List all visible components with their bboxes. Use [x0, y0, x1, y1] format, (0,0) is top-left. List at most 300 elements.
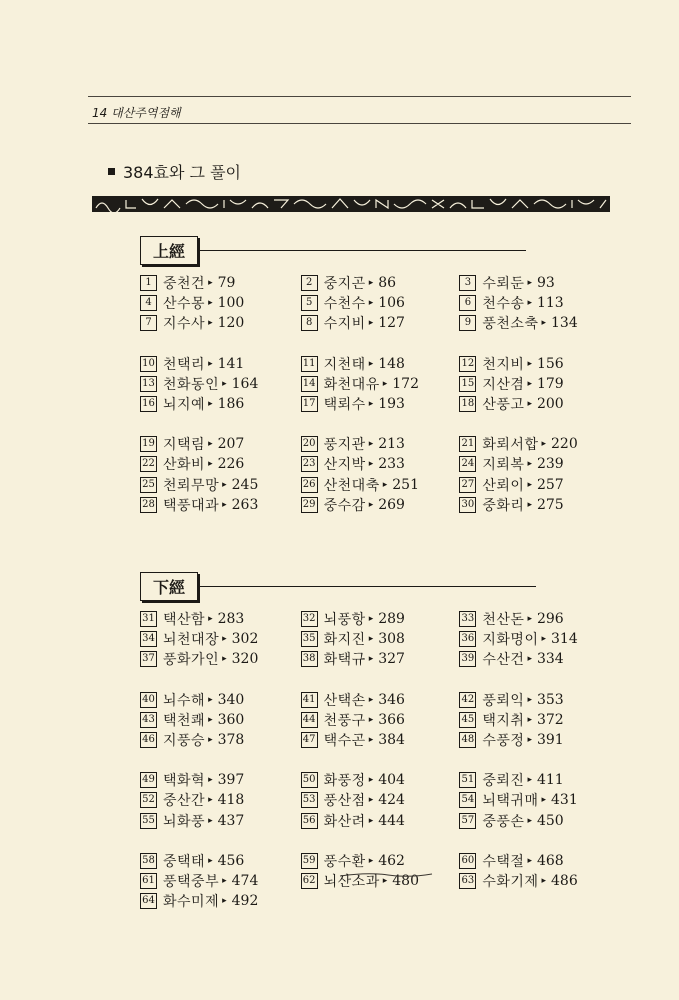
page-number: 100	[217, 295, 245, 312]
index-row	[140, 649, 620, 669]
hexagram-entry	[140, 293, 301, 313]
hexagram-entry	[301, 374, 460, 394]
hexagram-name: 뇌천대장	[163, 632, 220, 649]
pointer-triangle-icon: ▸	[527, 298, 532, 309]
index-row	[140, 811, 620, 831]
page-number: 251	[392, 476, 419, 493]
pointer-triangle-icon: ▸	[368, 855, 374, 866]
page-number: 233	[378, 456, 405, 473]
hexagram-number-box: 13	[140, 376, 157, 392]
upper-heading-rule	[200, 250, 526, 251]
hexagram-name: 풍수환	[323, 853, 366, 870]
hexagram-name: 지화명이	[482, 632, 539, 649]
hexagram-name: 택지취	[482, 712, 525, 729]
pointer-triangle-icon: ▸	[527, 714, 532, 725]
hexagram-number-box: 56	[301, 813, 318, 829]
hexagram-name: 뇌수해	[163, 692, 206, 709]
hexagram-entry	[140, 313, 301, 333]
hexagram-number-box: 50	[301, 772, 318, 788]
page-number: 456	[217, 852, 245, 869]
hexagram-entry	[140, 374, 301, 394]
hexagram-entry	[301, 629, 460, 649]
pointer-triangle-icon: ▸	[527, 459, 532, 470]
hexagram-number-box: 15	[459, 376, 476, 392]
header-rule	[88, 123, 631, 124]
pointer-triangle-icon: ▸	[368, 795, 374, 806]
page-number: 193	[378, 396, 405, 413]
hexagram-number-box: 8	[301, 315, 318, 331]
page-number: 424	[378, 792, 405, 809]
hexagram-name: 화천대유	[323, 376, 380, 393]
page-number: 302	[231, 631, 259, 648]
hexagram-entry	[140, 871, 301, 891]
pointer-triangle-icon: ▸	[368, 278, 374, 289]
hexagram-name: 천풍구	[323, 712, 366, 729]
index-row	[140, 454, 620, 474]
hexagram-entry	[459, 730, 620, 750]
pointer-triangle-icon: ▸	[208, 358, 213, 369]
group-spacer	[140, 334, 620, 354]
hexagram-name: 수화기제	[482, 873, 539, 890]
hexagram-entry	[459, 434, 620, 454]
pointer-triangle-icon: ▸	[527, 614, 532, 625]
page-number: 289	[378, 611, 405, 628]
hexagram-entry	[140, 495, 301, 515]
pointer-triangle-icon: ▸	[541, 439, 547, 450]
hexagram-entry	[459, 313, 620, 333]
hexagram-number-box: 44	[301, 712, 318, 728]
hexagram-name: 천택리	[163, 356, 206, 373]
hexagram-entry	[459, 690, 620, 710]
hexagram-number-box: 20	[301, 436, 318, 452]
index-row	[140, 434, 620, 454]
hexagram-name: 화뢰서합	[482, 437, 539, 454]
pointer-triangle-icon: ▸	[222, 654, 227, 665]
hexagram-entry	[459, 374, 620, 394]
hexagram-name: 뇌산소과	[323, 873, 380, 890]
hexagram-number-box: 1	[140, 275, 157, 291]
page-number: 340	[217, 691, 245, 708]
group-spacer	[140, 670, 620, 690]
hexagram-entry	[459, 273, 620, 293]
index-row	[140, 770, 620, 790]
hexagram-name: 화수미제	[163, 894, 220, 911]
hexagram-entry	[301, 730, 460, 750]
hexagram-number-box: 22	[140, 456, 157, 472]
hexagram-number-box: 54	[459, 792, 476, 808]
index-row	[140, 891, 620, 911]
hexagram-number-box: 57	[459, 813, 476, 829]
hexagram-number-box: 33	[459, 611, 476, 627]
page-number: 207	[217, 436, 245, 453]
index-row	[140, 354, 620, 374]
hexagram-name: 풍산점	[323, 793, 366, 810]
section-title: 384효와 그 풀이	[123, 163, 241, 182]
hexagram-number-box: 12	[459, 356, 476, 372]
pointer-triangle-icon: ▸	[368, 439, 374, 450]
index-row	[140, 374, 620, 394]
page-number: 468	[536, 852, 564, 869]
page-number: 106	[378, 295, 405, 312]
hexagram-entry	[459, 710, 620, 730]
hexagram-number-box: 10	[140, 356, 157, 372]
pointer-triangle-icon: ▸	[222, 378, 227, 389]
hexagram-name: 지뢰복	[482, 457, 525, 474]
hexagram-number-box: 43	[140, 712, 157, 728]
page-number: 308	[378, 631, 405, 648]
pointer-triangle-icon: ▸	[382, 875, 388, 886]
hexagram-entry	[459, 293, 620, 313]
index-row	[140, 313, 620, 333]
page-number: 156	[536, 355, 564, 372]
hexagram-entry	[459, 454, 620, 474]
index-row	[140, 609, 620, 629]
lower-hexagram-index	[140, 609, 620, 911]
hexagram-entry	[459, 609, 620, 629]
hexagram-number-box: 16	[140, 396, 157, 412]
hexagram-name: 산천대축	[323, 477, 380, 494]
hexagram-number-box: 46	[140, 732, 157, 748]
pointer-triangle-icon: ▸	[527, 358, 532, 369]
page-number: 444	[378, 812, 405, 829]
hexagram-name: 택천쾌	[163, 712, 206, 729]
pointer-triangle-icon: ▸	[368, 634, 374, 645]
hexagram-number-box: 52	[140, 792, 157, 808]
group-spacer	[140, 750, 620, 770]
page-number: 372	[536, 711, 564, 728]
hexagram-number-box: 62	[301, 873, 318, 889]
hexagram-number-box: 60	[459, 853, 476, 869]
page-number: 296	[536, 611, 564, 628]
upper-classic-label: 上經	[140, 236, 198, 265]
hexagram-name: 중풍손	[482, 813, 525, 830]
hexagram-name: 풍택중부	[163, 873, 220, 890]
hexagram-name: 풍화가인	[163, 652, 220, 669]
hexagram-number-box: 21	[459, 436, 476, 452]
pointer-triangle-icon: ▸	[208, 735, 213, 746]
pointer-triangle-icon: ▸	[208, 439, 213, 450]
hexagram-entry	[140, 649, 301, 669]
hexagram-name: 중산간	[163, 793, 206, 810]
hexagram-number-box: 48	[459, 732, 476, 748]
page-number: 200	[536, 396, 564, 413]
hexagram-entry	[140, 710, 301, 730]
pointer-triangle-icon: ▸	[208, 614, 213, 625]
page-number: 327	[378, 651, 405, 668]
hexagram-name: 천산돈	[482, 612, 525, 629]
pointer-triangle-icon: ▸	[368, 298, 374, 309]
index-row	[140, 730, 620, 750]
hexagram-entry	[301, 354, 460, 374]
page-number: 366	[378, 711, 405, 728]
hexagram-number-box: 45	[459, 712, 476, 728]
hexagram-number-box: 3	[459, 275, 476, 291]
pointer-triangle-icon: ▸	[208, 298, 213, 309]
pointer-triangle-icon: ▸	[208, 459, 213, 470]
hexagram-entry	[459, 354, 620, 374]
hexagram-entry	[459, 871, 620, 891]
page-number: 186	[217, 396, 245, 413]
hexagram-number-box: 27	[459, 477, 476, 493]
hexagram-entry	[301, 495, 460, 515]
pointer-triangle-icon: ▸	[527, 694, 532, 705]
pointer-triangle-icon: ▸	[208, 318, 213, 329]
pointer-triangle-icon: ▸	[368, 714, 374, 725]
index-row	[140, 475, 620, 495]
pointer-triangle-icon: ▸	[527, 855, 532, 866]
hexagram-name: 지수사	[163, 316, 206, 333]
hexagram-entry	[301, 649, 460, 669]
index-row	[140, 394, 620, 414]
hexagram-entry	[140, 629, 301, 649]
lower-classic-label: 下經	[140, 572, 198, 601]
page-number: 263	[231, 496, 259, 513]
hexagram-name: 택산함	[163, 612, 206, 629]
pointer-triangle-icon: ▸	[382, 479, 388, 490]
hexagram-number-box: 19	[140, 436, 157, 452]
hexagram-number-box: 35	[301, 631, 318, 647]
hexagram-entry	[301, 273, 460, 293]
pointer-triangle-icon: ▸	[527, 654, 532, 665]
page-number: 120	[217, 315, 245, 332]
hexagram-number-box: 23	[301, 456, 318, 472]
page-number: 431	[551, 792, 578, 809]
hexagram-name: 산뢰이	[482, 477, 525, 494]
page-number: 450	[536, 812, 564, 829]
hexagram-name: 산택손	[323, 692, 366, 709]
hexagram-number-box: 42	[459, 692, 476, 708]
hexagram-entry	[301, 790, 460, 810]
hexagram-name: 뇌화풍	[163, 813, 206, 830]
hexagram-name: 택풍대과	[163, 497, 220, 514]
pointer-triangle-icon: ▸	[208, 694, 213, 705]
index-row	[140, 273, 620, 293]
page-number: 275	[536, 496, 564, 513]
hexagram-entry	[140, 790, 301, 810]
index-row	[140, 629, 620, 649]
pointer-triangle-icon: ▸	[208, 714, 213, 725]
pointer-triangle-icon: ▸	[222, 896, 227, 907]
hexagram-name: 중택태	[163, 853, 206, 870]
page-number: 462	[378, 852, 405, 869]
hexagram-name: 천지비	[482, 356, 525, 373]
index-row	[140, 495, 620, 515]
decorative-seal-script-band	[92, 196, 610, 212]
hexagram-entry	[459, 629, 620, 649]
page-number: 360	[217, 711, 245, 728]
hexagram-entry	[140, 851, 301, 871]
page-number: 141	[217, 355, 245, 372]
pointer-triangle-icon: ▸	[208, 775, 213, 786]
page-number: 172	[392, 375, 419, 392]
top-rule	[88, 96, 631, 97]
square-bullet-icon	[108, 168, 115, 175]
hexagram-name: 지풍승	[163, 733, 206, 750]
pointer-triangle-icon: ▸	[368, 614, 374, 625]
page-number: 213	[378, 436, 405, 453]
page-number: 334	[536, 651, 564, 668]
pointer-triangle-icon: ▸	[368, 358, 374, 369]
pointer-triangle-icon: ▸	[368, 654, 374, 665]
hexagram-number-box: 9	[459, 315, 476, 331]
pointer-triangle-icon: ▸	[208, 278, 213, 289]
hexagram-entry	[140, 770, 301, 790]
hexagram-entry	[140, 454, 301, 474]
page-number: 127	[378, 315, 405, 332]
hexagram-name: 중지곤	[323, 276, 366, 293]
hexagram-number-box: 31	[140, 611, 157, 627]
page-number: 283	[217, 611, 245, 628]
hexagram-name: 천뢰무망	[163, 477, 220, 494]
hexagram-entry	[459, 770, 620, 790]
lower-heading-rule	[200, 586, 536, 587]
hexagram-entry	[140, 354, 301, 374]
hexagram-name: 지산겸	[482, 376, 525, 393]
hexagram-number-box: 7	[140, 315, 157, 331]
pointer-triangle-icon: ▸	[382, 378, 388, 389]
hexagram-entry	[301, 394, 460, 414]
hexagram-entry	[140, 811, 301, 831]
hexagram-name: 중화리	[482, 497, 525, 514]
page-number: 378	[217, 732, 245, 749]
hexagram-name: 수택절	[482, 853, 525, 870]
hexagram-name: 지천태	[323, 356, 366, 373]
index-row	[140, 293, 620, 313]
hexagram-number-box: 32	[301, 611, 318, 627]
pointer-triangle-icon: ▸	[368, 499, 374, 510]
hexagram-entry	[459, 790, 620, 810]
hexagram-entry	[459, 394, 620, 414]
page-number: 226	[217, 456, 245, 473]
hexagram-entry	[301, 710, 460, 730]
page-number: 93	[536, 275, 555, 292]
pointer-triangle-icon: ▸	[368, 459, 374, 470]
hexagram-number-box: 36	[459, 631, 476, 647]
hexagram-name: 뇌택귀매	[482, 793, 539, 810]
hexagram-name: 수천수	[323, 296, 366, 313]
index-row	[140, 851, 620, 871]
page-number: 164	[231, 375, 259, 392]
hexagram-name: 산수몽	[163, 296, 206, 313]
hexagram-number-box: 49	[140, 772, 157, 788]
hexagram-name: 천수송	[482, 296, 525, 313]
pointer-triangle-icon: ▸	[527, 815, 532, 826]
upper-classic-heading	[140, 236, 526, 265]
pointer-triangle-icon: ▸	[222, 875, 227, 886]
pointer-triangle-icon: ▸	[527, 499, 532, 510]
hexagram-entry	[140, 475, 301, 495]
page-number: 320	[231, 651, 259, 668]
hexagram-number-box: 26	[301, 477, 318, 493]
group-spacer	[140, 831, 620, 851]
pointer-triangle-icon: ▸	[222, 499, 227, 510]
hexagram-number-box: 2	[301, 275, 318, 291]
hexagram-entry	[301, 851, 460, 871]
hexagram-entry	[459, 475, 620, 495]
running-header: 14 대산주역점해	[92, 106, 181, 120]
hexagram-entry	[301, 313, 460, 333]
page-number: 391	[536, 732, 564, 749]
page-number: 384	[378, 732, 405, 749]
pointer-triangle-icon: ▸	[208, 795, 213, 806]
pointer-triangle-icon: ▸	[527, 479, 532, 490]
hexagram-name: 산지박	[323, 457, 366, 474]
page-number: 346	[378, 691, 405, 708]
hexagram-number-box: 24	[459, 456, 476, 472]
pointer-triangle-icon: ▸	[527, 775, 532, 786]
hexagram-name: 수지비	[323, 316, 366, 333]
hexagram-number-box: 51	[459, 772, 476, 788]
pointer-triangle-icon: ▸	[208, 399, 213, 410]
pointer-triangle-icon: ▸	[368, 399, 374, 410]
pointer-triangle-icon: ▸	[368, 735, 374, 746]
hexagram-entry	[459, 495, 620, 515]
pointer-triangle-icon: ▸	[208, 815, 213, 826]
hexagram-entry	[140, 891, 312, 911]
pointer-triangle-icon: ▸	[368, 815, 374, 826]
hexagram-number-box: 58	[140, 853, 157, 869]
pointer-triangle-icon: ▸	[541, 318, 547, 329]
hexagram-name: 수산건	[482, 652, 525, 669]
hexagram-name: 화택규	[323, 652, 366, 669]
hexagram-number-box: 25	[140, 477, 157, 493]
hexagram-name: 풍천소축	[482, 316, 539, 333]
hexagram-number-box: 64	[140, 893, 157, 909]
hexagram-number-box: 17	[301, 396, 318, 412]
pointer-triangle-icon: ▸	[368, 694, 374, 705]
lower-classic-heading	[140, 572, 536, 601]
page-number: 148	[378, 355, 405, 372]
page-number: 404	[378, 772, 405, 789]
hexagram-name: 수뢰둔	[482, 276, 525, 293]
hexagram-number-box: 55	[140, 813, 157, 829]
hexagram-entry	[301, 811, 460, 831]
page-number: 79	[217, 275, 236, 292]
page-number: 220	[551, 436, 578, 453]
hexagram-name: 택수곤	[323, 733, 366, 750]
hexagram-number-box: 38	[301, 651, 318, 667]
hexagram-name: 택화혁	[163, 773, 206, 790]
page-number: 134	[551, 315, 578, 332]
hexagram-name: 수풍정	[482, 733, 525, 750]
hexagram-entry	[301, 454, 460, 474]
pointer-triangle-icon: ▸	[368, 775, 374, 786]
hexagram-number-box: 47	[301, 732, 318, 748]
hexagram-name: 산풍고	[482, 397, 525, 414]
hexagram-entry	[140, 434, 301, 454]
hexagram-entry	[459, 649, 620, 669]
page-number: 474	[231, 872, 259, 889]
hexagram-number-box: 11	[301, 356, 318, 372]
hexagram-entry	[301, 475, 460, 495]
hexagram-number-box: 14	[301, 376, 318, 392]
pointer-triangle-icon: ▸	[222, 634, 227, 645]
group-spacer	[140, 414, 620, 434]
hexagram-number-box: 61	[140, 873, 157, 889]
hexagram-name: 산화비	[163, 457, 206, 474]
hexagram-number-box: 6	[459, 295, 476, 311]
hexagram-number-box: 37	[140, 651, 157, 667]
hexagram-name: 화지진	[323, 632, 366, 649]
section-heading	[108, 160, 241, 183]
hexagram-entry	[301, 434, 460, 454]
hexagram-name: 택뢰수	[323, 397, 366, 414]
hexagram-number-box: 18	[459, 396, 476, 412]
pointer-triangle-icon: ▸	[222, 479, 227, 490]
hexagram-name: 중뢰진	[482, 773, 525, 790]
index-row	[140, 690, 620, 710]
page-number: 257	[536, 476, 564, 493]
